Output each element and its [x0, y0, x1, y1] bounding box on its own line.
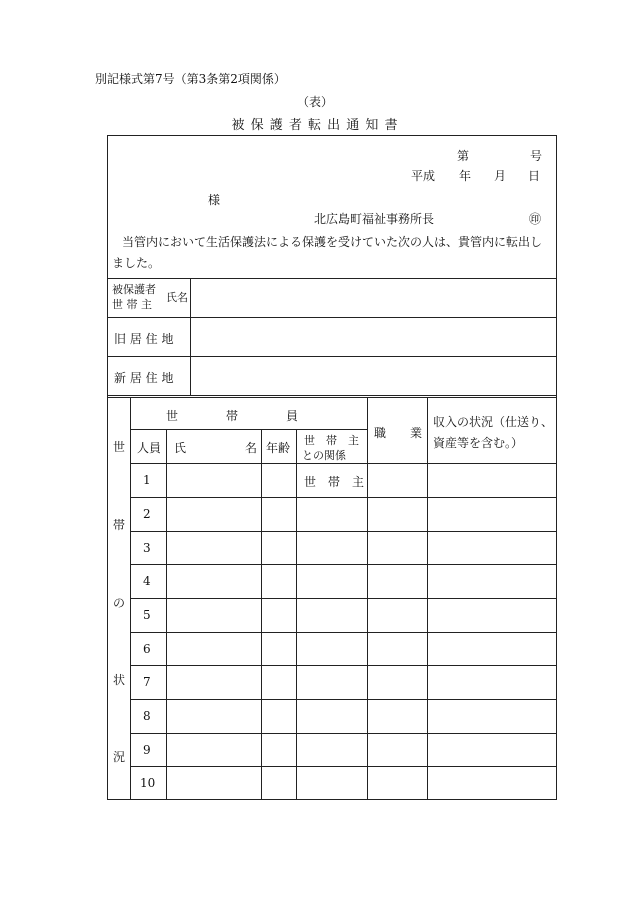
household-status-char-3: の — [113, 596, 126, 610]
row-number: 3 — [143, 541, 151, 555]
column-name-header-2: 名 — [245, 441, 258, 455]
household-members-header: 世 帯 員 — [166, 409, 299, 423]
household-status-char-2: 帯 — [113, 518, 126, 532]
former-address-label: 旧 居 住 地 — [114, 332, 174, 346]
number-suffix: 号 — [530, 149, 543, 163]
household-status-char-1: 世 — [113, 440, 126, 454]
column-number-header: 人員 — [137, 441, 162, 455]
row-number: 10 — [140, 776, 156, 790]
column-occupation-header: 職 業 — [374, 426, 423, 440]
row-number: 2 — [143, 507, 151, 521]
year-label: 年 — [459, 169, 472, 183]
day-label: 日 — [528, 169, 541, 183]
column-age-header: 年齢 — [266, 441, 291, 455]
row-number: 9 — [143, 743, 151, 757]
month-label: 月 — [494, 169, 507, 183]
issuing-office: 北広島町福祉事務所長 — [314, 212, 435, 226]
column-income-header-2: 資産等を含む。） — [433, 436, 524, 450]
row-number: 4 — [143, 574, 151, 588]
name-label: 氏名 — [166, 291, 188, 304]
column-income-header-1: 収入の状況（仕送り、 — [433, 415, 554, 429]
form-identifier: 別記様式第7号（第3条第2項関係） — [95, 72, 286, 86]
row-number: 1 — [143, 473, 151, 487]
number-prefix: 第 — [457, 149, 470, 163]
notice-body-line1: 当管内において生活保護法による保護を受けていた次の人は、貴管内に転出し — [122, 235, 543, 249]
row-number: 5 — [143, 608, 151, 622]
notice-body-line2: ました。 — [112, 256, 161, 270]
new-address-label: 新 居 住 地 — [114, 371, 174, 385]
household-head-label: 世 帯 主 — [112, 298, 152, 311]
era-label: 平成 — [411, 169, 436, 183]
form-frame — [107, 135, 557, 800]
protected-person-label: 被保護者 — [112, 283, 156, 296]
side-label: （表） — [296, 95, 333, 109]
row-number: 7 — [143, 675, 151, 689]
seal-mark: ㊞ — [529, 212, 542, 226]
document-title: 被 保 護 者 転 出 通 知 書 — [231, 118, 399, 133]
household-status-char-5: 況 — [113, 750, 126, 764]
household-status-char-4: 状 — [113, 673, 126, 687]
row-relation: 世 帯 主 — [304, 475, 365, 489]
row-number: 8 — [143, 709, 151, 723]
column-name-header-1: 氏 — [174, 441, 187, 455]
column-relation-header-2: との関係 — [302, 449, 346, 462]
column-relation-header-1: 世 帯 主 — [304, 434, 359, 447]
row-number: 6 — [143, 642, 151, 656]
addressee-suffix: 様 — [208, 193, 221, 207]
